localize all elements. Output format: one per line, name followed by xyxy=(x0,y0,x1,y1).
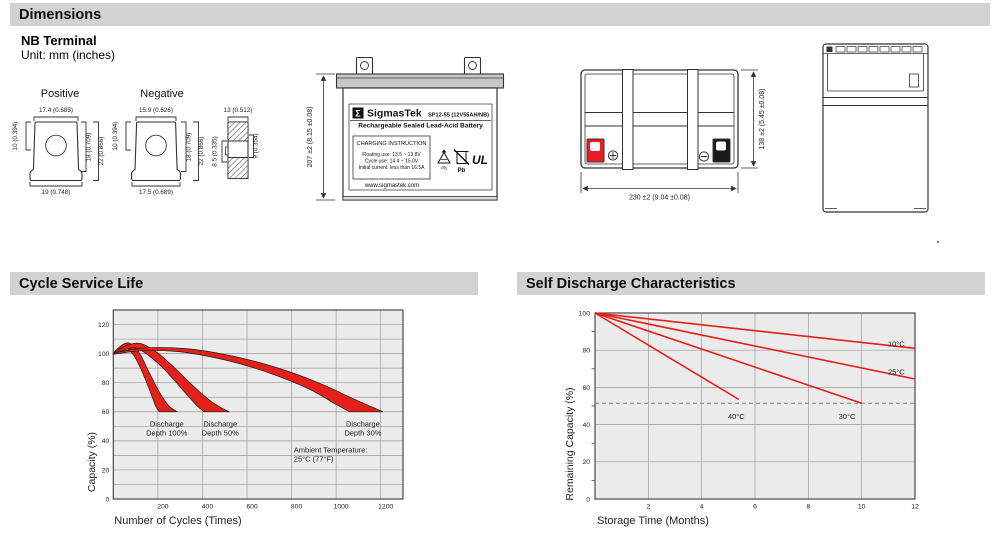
dim-top-width: 230 ±2 (9.04 ±0.08) xyxy=(628,194,691,202)
dim-negative-inner-height: 18 (0.709) xyxy=(185,132,193,162)
y-axis-label: Capacity (%) xyxy=(86,431,98,493)
svg-text:2: 2 xyxy=(646,503,651,511)
terminal-outline xyxy=(30,122,82,181)
battery-label xyxy=(349,104,492,190)
svg-text:Depth 100%: Depth 100% xyxy=(146,428,188,438)
line-label: 40°C xyxy=(727,412,745,422)
svg-text:Discharge: Discharge xyxy=(346,419,380,429)
section-header-dimensions xyxy=(10,3,990,26)
cycle-service-life-chart xyxy=(60,300,480,550)
section-title: Cycle Service Life xyxy=(19,275,144,292)
svg-text:25°C (77°F): 25°C (77°F) xyxy=(293,454,334,464)
charging-line-2: Cycle use: 14.4 ~ 15.0V xyxy=(364,158,419,165)
svg-text:6: 6 xyxy=(753,503,757,511)
dim-positive-total-height: 22 (0.866) xyxy=(98,136,105,166)
carry-strap xyxy=(623,70,634,170)
stray-dot xyxy=(937,241,939,243)
dim-positive-top-width: 17.4 (0.685) xyxy=(39,107,73,114)
svg-text:100: 100 xyxy=(578,310,590,318)
svg-text:100: 100 xyxy=(97,351,110,359)
tab-hole xyxy=(361,62,369,70)
svg-text:80: 80 xyxy=(582,347,590,355)
svg-text:800: 800 xyxy=(290,503,303,511)
charging-line-3: Initial current: less than 16.5A xyxy=(358,165,425,171)
pb-recycle-label: Pb xyxy=(441,165,447,171)
line-label: 25°C xyxy=(887,367,905,377)
unit-note: Unit: mm (inches) xyxy=(21,48,116,62)
brand-name: SigmasTek xyxy=(367,107,422,120)
x-axis-label: Storage Time (Months) xyxy=(597,515,709,527)
svg-text:10: 10 xyxy=(857,503,866,511)
svg-text:Depth 50%: Depth 50% xyxy=(201,428,239,438)
carry-strap xyxy=(688,70,699,170)
brand-logo-letter: Σ xyxy=(355,108,361,119)
battery-base-strip xyxy=(343,197,497,201)
battery-lid xyxy=(337,74,504,88)
dim-negative-base-width: 17.5 (0.689) xyxy=(139,189,173,196)
terminal-type-title: NB Terminal xyxy=(21,33,97,48)
line-label: 10°C xyxy=(887,339,905,349)
svg-text:Discharge: Discharge xyxy=(149,419,184,429)
width-dimension xyxy=(581,172,738,193)
y-axis-label: Remaining Capacity (%) xyxy=(564,387,576,501)
ul-mark-icon: UL xyxy=(472,153,488,167)
charging-title: CHARGING INSTRUCTION xyxy=(356,141,427,147)
svg-text:12: 12 xyxy=(911,503,919,511)
svg-text:4: 4 xyxy=(699,503,704,511)
svg-text:0: 0 xyxy=(105,496,110,504)
svg-text:1200: 1200 xyxy=(378,503,394,511)
tab-hole xyxy=(469,62,477,70)
svg-text:Ambient Temperature:: Ambient Temperature: xyxy=(293,445,368,455)
dim-negative-height: 10 (0.394) xyxy=(112,121,119,151)
battery-front-view xyxy=(300,40,510,220)
section-title: Dimensions xyxy=(19,6,102,23)
svg-text:200: 200 xyxy=(157,503,169,511)
dim-side-slot-height: 9 (0.354) xyxy=(252,133,260,159)
svg-text:120: 120 xyxy=(97,321,110,329)
line-label: 30°C xyxy=(838,412,856,422)
svg-text:Discharge: Discharge xyxy=(203,419,238,429)
dim-positive-base-width: 19 (0.748) xyxy=(41,189,71,196)
dim-top-depth: 138 ±2 (5.45 ±0.08) xyxy=(759,88,766,150)
positive-label: Positive xyxy=(40,88,80,100)
self-discharge-chart xyxy=(540,300,980,550)
dim-negative-top-width: 15.9 (0.626) xyxy=(139,107,173,114)
svg-text:80: 80 xyxy=(101,380,110,388)
dim-side-lower-height: 8.5 (0.335) xyxy=(211,136,219,167)
dim-positive-inner-height: 18 (0.709) xyxy=(85,132,93,162)
website: www.sigmastek.com xyxy=(364,183,420,189)
svg-text:40: 40 xyxy=(582,422,590,429)
model-number: SP12-55 (12V55AH/NB) xyxy=(428,112,489,119)
svg-text:60: 60 xyxy=(582,384,590,392)
svg-text:20: 20 xyxy=(582,459,590,467)
top-view-inner-rim xyxy=(585,74,734,164)
svg-text:60: 60 xyxy=(101,409,110,417)
svg-text:600: 600 xyxy=(246,503,258,511)
side-view-outline xyxy=(823,44,928,212)
pb-bin-label: Pb xyxy=(457,168,466,174)
svg-text:8: 8 xyxy=(806,503,811,511)
dim-positive-height: 10 (0.394) xyxy=(12,121,19,151)
height-dimension xyxy=(316,74,335,200)
terminal-drawings xyxy=(8,80,270,210)
battery-subtitle: Rechargeable Sealed Lead-Acid Battery xyxy=(358,122,483,130)
terminal-side-profile-drawing xyxy=(222,117,254,179)
svg-text:40: 40 xyxy=(101,438,110,446)
dim-side-width: 13 (0.512) xyxy=(223,107,253,114)
section-header-cycle-life xyxy=(10,272,478,295)
battery-side-view xyxy=(808,33,943,248)
negative-label: Negative xyxy=(140,88,184,100)
depth-dimension xyxy=(741,70,758,168)
section-header-self-discharge xyxy=(517,272,985,295)
svg-text:20: 20 xyxy=(101,467,110,475)
dim-negative-total-height: 22 (0.866) xyxy=(198,136,205,166)
x-axis-label: Number of Cycles (Times) xyxy=(114,515,242,527)
terminal-outline xyxy=(132,122,181,181)
svg-text:1000: 1000 xyxy=(333,503,349,511)
dim-front-height: 207 ±2 (8.15 ±0.08) xyxy=(307,106,314,168)
battery-top-view xyxy=(558,58,793,208)
charging-line-1: Floating use: 13.5 ~ 13.8V xyxy=(362,152,421,158)
svg-text:400: 400 xyxy=(201,503,214,511)
svg-text:0: 0 xyxy=(586,496,590,504)
svg-text:Depth 30%: Depth 30% xyxy=(344,428,382,438)
section-title: Self Discharge Characteristics xyxy=(526,275,736,292)
